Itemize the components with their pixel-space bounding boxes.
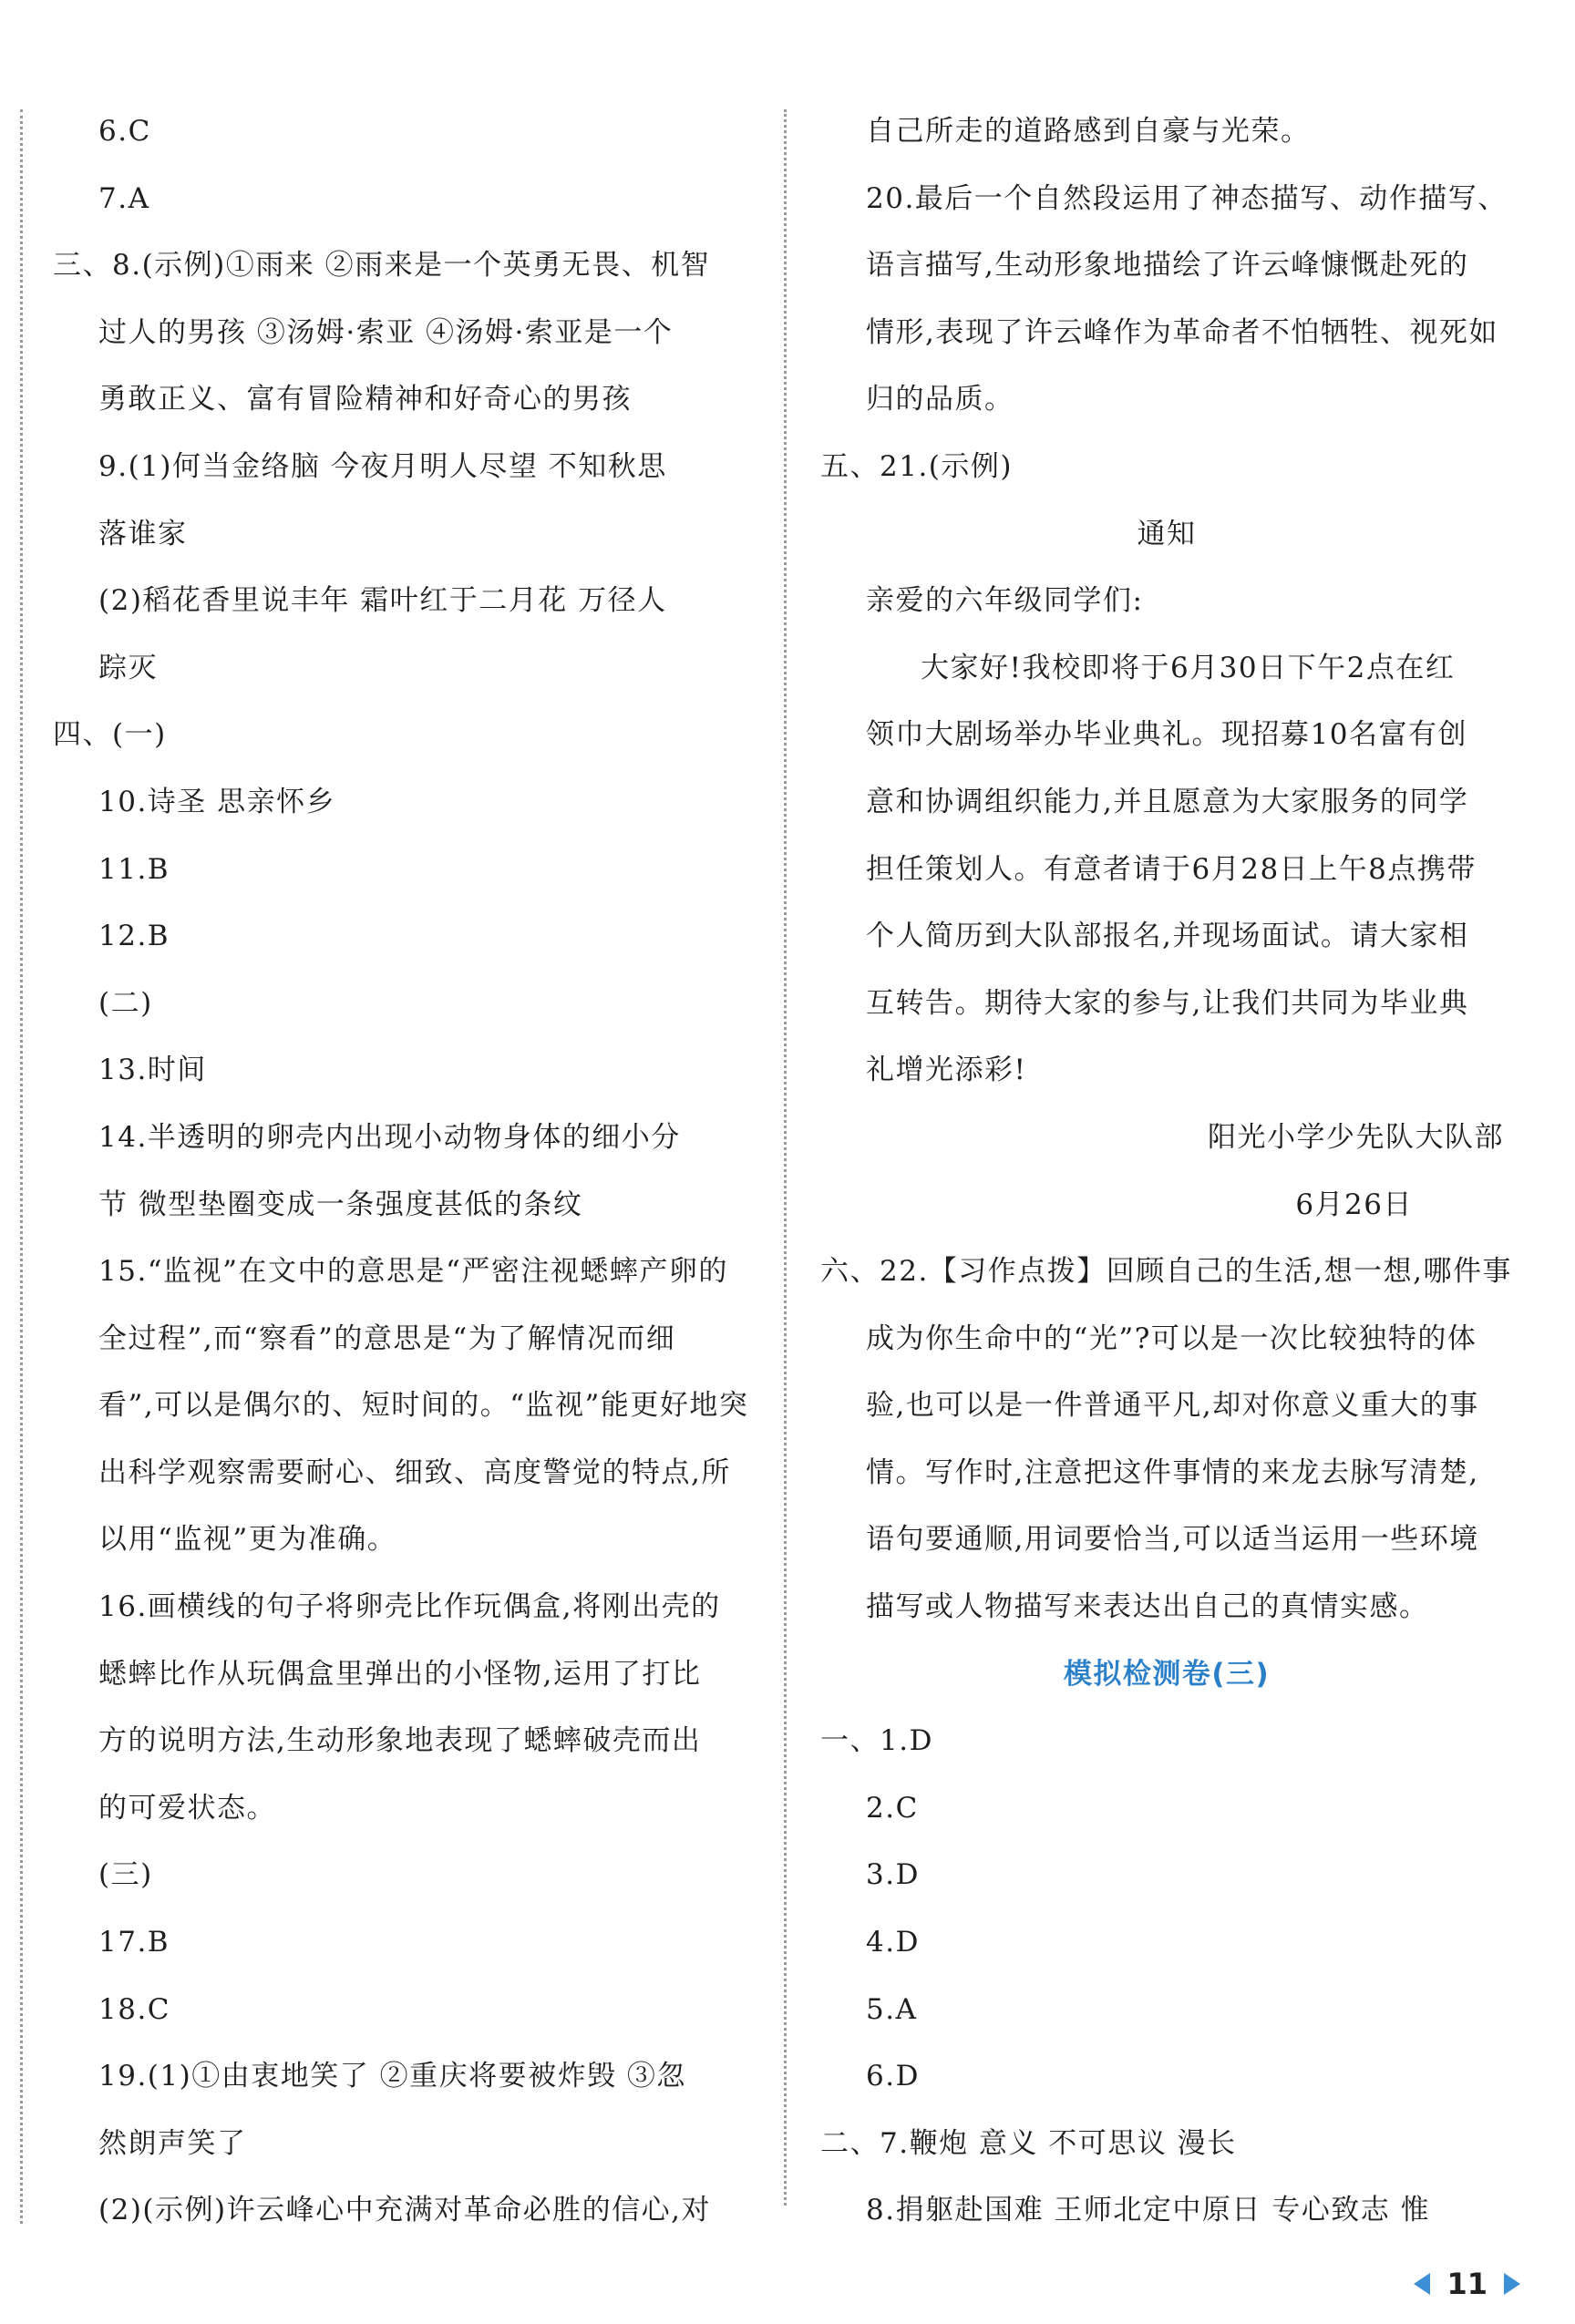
answer-line: 礼增光添彩! xyxy=(866,1054,1027,1087)
answer-line: 节 微型垫圈变成一条强度甚低的条纹 xyxy=(98,1188,583,1221)
answer-line: 18.C xyxy=(98,1992,171,2026)
answer-line: 三、8.(示例)①雨来 ②雨来是一个英勇无畏、机智 xyxy=(53,249,711,283)
answer-line: 蟋蟀比作从玩偶盒里弹出的小怪物,运用了打比 xyxy=(98,1657,702,1691)
answer-line: 方的说明方法,生动形象地表现了蟋蟀破壳而出 xyxy=(98,1724,702,1758)
answer-line: 个人简历到大队部报名,并现场面试。请大家相 xyxy=(866,920,1469,953)
answer-line: 互转告。期待大家的参与,让我们共同为毕业典 xyxy=(866,986,1469,1020)
answer-line: 六、22.【习作点拨】回顾自己的生活,想一想,哪件事 xyxy=(820,1255,1513,1289)
answer-line: 6月26日 xyxy=(1295,1188,1413,1221)
answer-line: (三) xyxy=(98,1858,153,1892)
answer-line: 出科学观察需要耐心、细致、高度警觉的特点,所 xyxy=(98,1455,731,1489)
answer-line: 20.最后一个自然段运用了神态描写、动作描写、 xyxy=(866,181,1508,215)
answer-line: 大家好!我校即将于6月30日下午2点在红 xyxy=(921,651,1456,684)
answer-line: 成为你生命中的“光”?可以是一次比较独特的体 xyxy=(866,1321,1477,1355)
answer-line: 10.诗圣 思亲怀乡 xyxy=(98,785,336,818)
answer-line: 阳光小学少先队大队部 xyxy=(1208,1120,1504,1154)
answer-line: (2)(示例)许云峰心中充满对革命必胜的信心,对 xyxy=(98,2194,711,2227)
answer-line: (2)稻花香里说丰年 霜叶红于二月花 万径人 xyxy=(98,584,667,618)
right-column xyxy=(820,98,1513,2245)
answer-line: 看”,可以是偶尔的、短时间的。“监视”能更好地突 xyxy=(98,1389,749,1423)
prev-page-arrow-icon[interactable] xyxy=(1414,2273,1430,2295)
answer-line: 亲爱的六年级同学们: xyxy=(866,584,1144,618)
answer-line: 语言描写,生动形象地描绘了许云峰慷慨赴死的 xyxy=(866,249,1469,283)
answer-line: 13.时间 xyxy=(98,1054,207,1087)
answer-line: 验,也可以是一件普通平凡,却对你意义重大的事 xyxy=(866,1389,1479,1423)
answer-line: 7.A xyxy=(98,181,150,215)
page-number: 11 xyxy=(1446,2267,1488,2301)
answer-line: 19.(1)①由衷地笑了 ②重庆将要被炸毁 ③忽 xyxy=(98,2060,686,2093)
answer-line: 四、(一) xyxy=(53,718,167,752)
answer-line: 3.D xyxy=(866,1858,920,1892)
answer-line: 16.画横线的句子将卵壳比作玩偶盒,将刚出壳的 xyxy=(98,1590,721,1624)
answer-line: 6.D xyxy=(866,2060,920,2093)
answer-line: 通知 xyxy=(1137,517,1197,550)
answer-line: 2.C xyxy=(866,1791,919,1825)
section-title: 模拟检测卷(三) xyxy=(1063,1657,1271,1691)
left-column xyxy=(53,98,755,2245)
answer-line: 以用“监视”更为准确。 xyxy=(98,1523,397,1557)
answer-line: 勇敢正义、富有冒险精神和好奇心的男孩 xyxy=(98,383,632,416)
answer-line: 情。写作时,注意把这件事情的来龙去脉写清楚, xyxy=(866,1455,1479,1489)
answer-line: 15.“监视”在文中的意思是“严密注视蟋蟀产卵的 xyxy=(98,1255,728,1289)
answer-line: 一、1.D xyxy=(820,1724,933,1758)
answer-line: 然朗声笑了 xyxy=(98,2126,247,2160)
answer-line: 踪灭 xyxy=(98,651,158,684)
answer-line: 领巾大剧场举办毕业典礼。现招募10名富有创 xyxy=(866,718,1467,752)
answer-line: 自己所走的道路感到自豪与光荣。 xyxy=(866,115,1311,148)
answer-line: 描写或人物描写来表达出自己的真情实感。 xyxy=(866,1590,1429,1624)
answer-line: 11.B xyxy=(98,852,170,886)
answer-line: 12.B xyxy=(98,920,170,953)
column-divider-dotted-line xyxy=(784,109,787,2206)
answer-line: 二、7.鞭炮 意义 不可思议 漫长 xyxy=(820,2126,1237,2160)
answer-line: 17.B xyxy=(98,1926,170,1959)
answer-line: 归的品质。 xyxy=(866,383,1014,416)
answer-line: 8.捐躯赴国难 王师北定中原日 专心致志 惟 xyxy=(866,2194,1431,2227)
answer-line: 意和协调组织能力,并且愿意为大家服务的同学 xyxy=(866,785,1469,818)
answer-line: 过人的男孩 ③汤姆·索亚 ④汤姆·索亚是一个 xyxy=(98,315,674,349)
left-margin-dotted-line xyxy=(20,109,23,2224)
next-page-arrow-icon[interactable] xyxy=(1504,2273,1520,2295)
page-navigation xyxy=(1414,2257,1520,2311)
answer-line: 全过程”,而“察看”的意思是“为了解情况而细 xyxy=(98,1321,676,1355)
answer-line: 的可爱状态。 xyxy=(98,1791,276,1825)
answer-line: 情形,表现了许云峰作为革命者不怕牺牲、视死如 xyxy=(866,315,1498,349)
answer-line: (二) xyxy=(98,986,153,1020)
answer-line: 4.D xyxy=(866,1926,920,1959)
answer-line: 14.半透明的卵壳内出现小动物身体的细小分 xyxy=(98,1120,681,1154)
answer-line: 9.(1)何当金络脑 今夜月明人尽望 不知秋思 xyxy=(98,449,667,483)
answer-line: 担任策划人。有意者请于6月28日上午8点携带 xyxy=(866,852,1477,886)
answer-line: 五、21.(示例) xyxy=(820,449,1013,483)
answer-line: 语句要通顺,用词要恰当,可以适当运用一些环境 xyxy=(866,1523,1479,1557)
answer-line: 5.A xyxy=(866,1992,918,2026)
answer-line: 6.C xyxy=(98,115,151,148)
answer-line: 落谁家 xyxy=(98,517,188,550)
